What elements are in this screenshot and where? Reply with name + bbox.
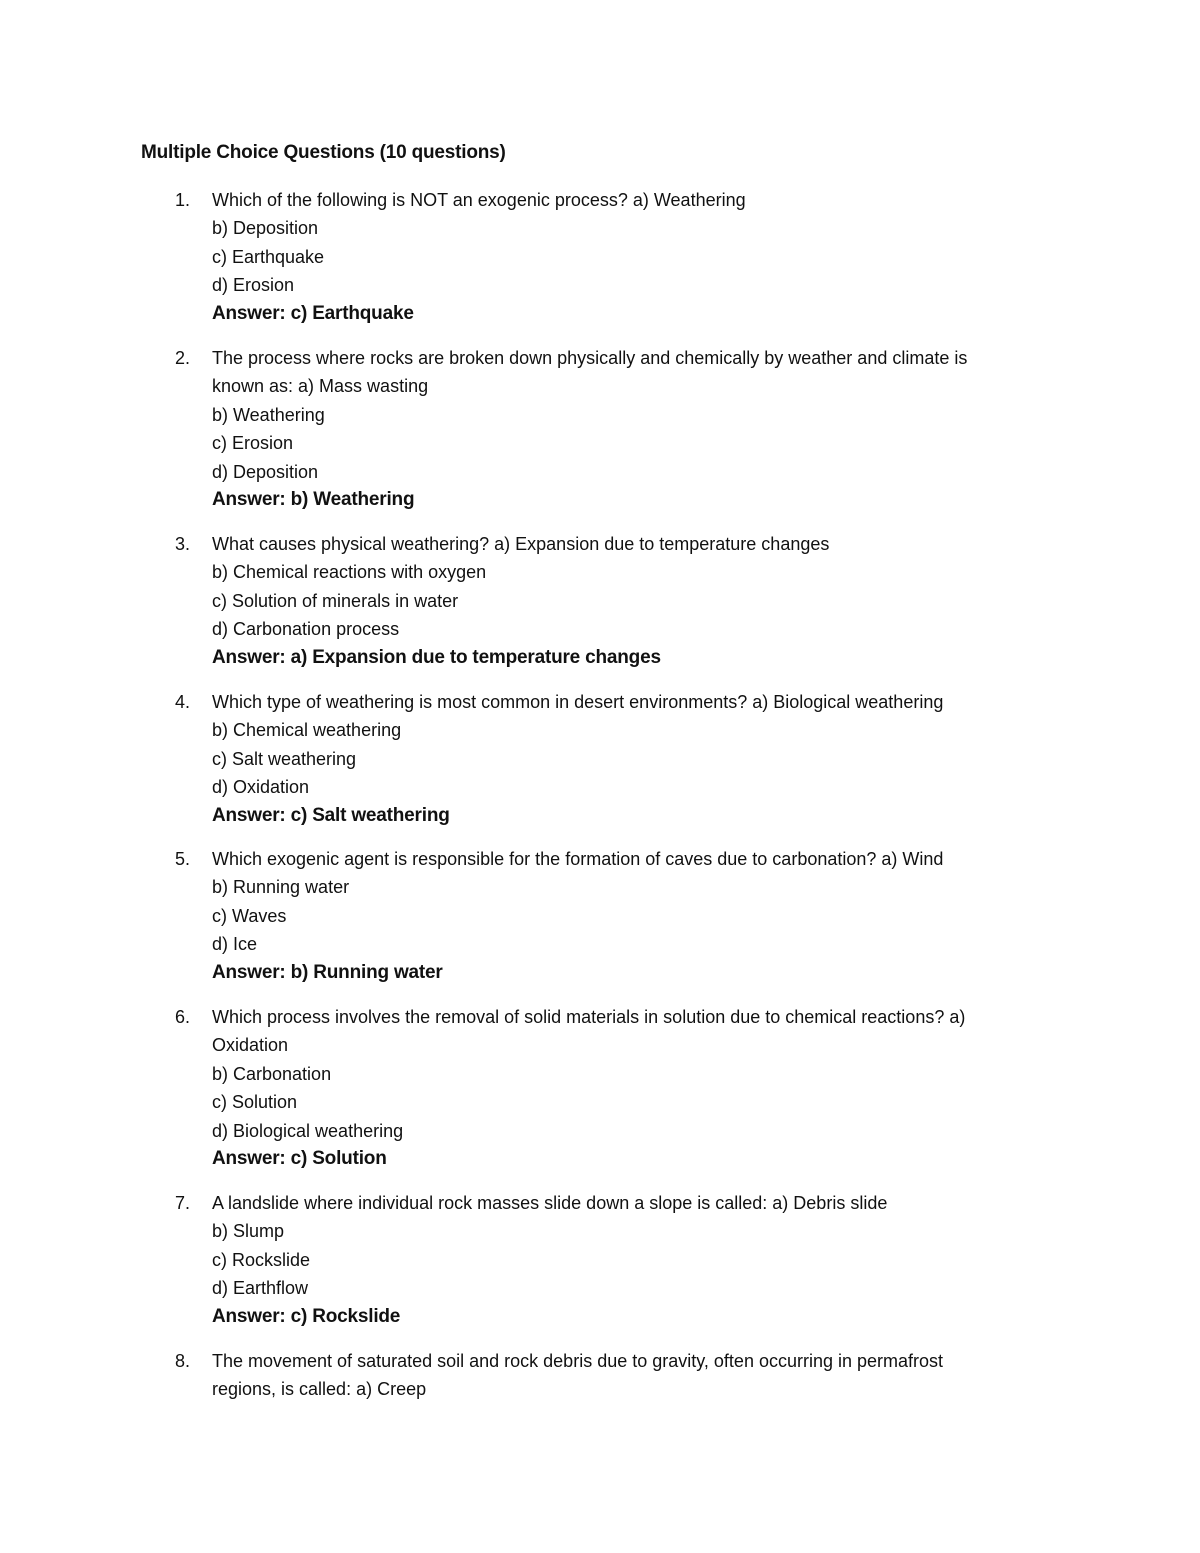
answer-line: Answer: a) Expansion due to temperature changes (212, 646, 661, 668)
option-c: c) Rockslide (212, 1249, 311, 1270)
question-body (212, 344, 1052, 514)
question-number: 4. (175, 692, 191, 712)
option-c: c) Earthquake (212, 246, 325, 267)
option-b: b) Running water (212, 877, 350, 898)
question-body (212, 845, 1052, 987)
option-c: c) Waves (212, 905, 287, 926)
answer-line: Answer: c) Salt weathering (212, 804, 450, 826)
answer-line: Answer: b) Weathering (212, 489, 415, 511)
question-text: Which of the following is NOT an exogenic process? a) Weathering (212, 190, 746, 210)
question-number: 1. (175, 190, 191, 210)
answer-line: Answer: c) Rockslide (212, 1305, 401, 1327)
option-b: b) Carbonation (212, 1063, 332, 1084)
question-number: 7. (175, 1193, 191, 1213)
option-d: d) Earthflow (212, 1278, 309, 1299)
question-body (212, 1347, 1052, 1404)
question-number: 3. (175, 534, 191, 554)
option-d: d) Carbonation process (212, 619, 400, 640)
question-body (212, 186, 1052, 328)
answer-line: Answer: c) Solution (212, 1148, 387, 1170)
answer-line: Answer: c) Earthquake (212, 302, 414, 324)
question-text: Which type of weathering is most common in desert environments? a) Biological weathering (212, 692, 944, 712)
question-text: A landslide where individual rock masses slide down a slope is called: a) Debris slide (212, 1193, 888, 1213)
option-b: b) Chemical weathering (212, 720, 402, 741)
option-b: b) Weathering (212, 404, 325, 425)
question-body (212, 688, 1052, 830)
answer-line: Answer: b) Running water (212, 961, 443, 983)
option-c: c) Erosion (212, 433, 294, 454)
option-d: d) Ice (212, 934, 258, 955)
question-text: What causes physical weathering? a) Expansion due to temperature changes (212, 534, 830, 554)
question-number: 6. (175, 1007, 191, 1027)
option-c: c) Salt weathering (212, 748, 357, 769)
question-body (212, 1003, 1052, 1173)
question-body (212, 530, 1052, 672)
option-c: c) Solution of minerals in water (212, 590, 459, 611)
option-b: b) Chemical reactions with oxygen (212, 562, 487, 583)
question-text: The movement of saturated soil and rock debris due to gravity, often occurring in permafrost (212, 1351, 944, 1371)
option-d: d) Erosion (212, 275, 295, 296)
option-d: d) Deposition (212, 461, 319, 482)
option-d: d) Oxidation (212, 777, 310, 798)
option-b: b) Slump (212, 1221, 285, 1242)
section-heading: Multiple Choice Questions (10 questions) (141, 142, 506, 163)
question-text: known as: a) Mass wasting (212, 376, 429, 397)
option-d: d) Biological weathering (212, 1120, 404, 1141)
option-c: c) Solution (212, 1092, 298, 1113)
question-text: Which exogenic agent is responsible for the formation of caves due to carbonation? a) Wind (212, 849, 944, 869)
question-number: 2. (175, 348, 191, 368)
question-text: Oxidation (212, 1035, 289, 1056)
question-text: The process where rocks are broken down physically and chemically by weather and climate is (212, 348, 968, 368)
question-text: regions, is called: a) Creep (212, 1379, 427, 1400)
question-number: 8. (175, 1351, 191, 1371)
question-body (212, 1189, 1052, 1331)
question-number: 5. (175, 849, 191, 869)
option-b: b) Deposition (212, 218, 319, 239)
question-text: Which process involves the removal of solid materials in solution due to chemical reactions? a) (212, 1007, 966, 1027)
